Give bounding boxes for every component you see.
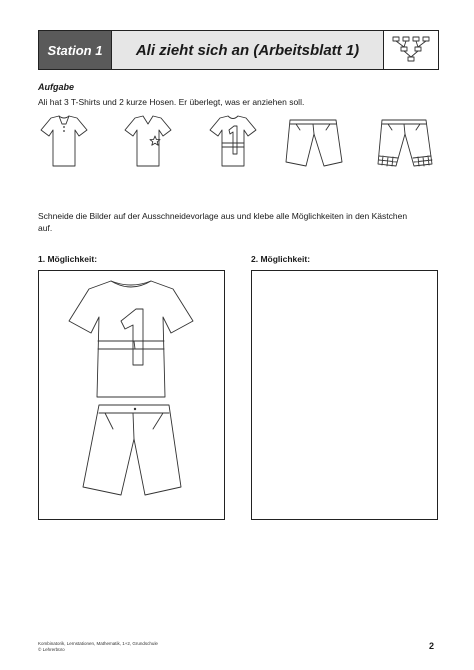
- worksheet-header: [38, 30, 439, 70]
- outfit-drawing: [39, 271, 223, 517]
- tree-diagram-icon: [384, 31, 438, 69]
- footer: [38, 641, 158, 653]
- shorts-plain-icon: [83, 405, 181, 495]
- clothing-row: [36, 112, 441, 174]
- option-1-label: 1. Möglichkeit:: [38, 254, 98, 264]
- footer-source: Kombinatorik, Lernstationen, Mathematik, 1+2, Grundschule: [38, 641, 158, 646]
- option-2-label: 2. Möglichkeit:: [251, 254, 311, 264]
- shirt-number-icon: [69, 281, 193, 397]
- station-label: Station 1: [39, 31, 112, 69]
- task-heading: Aufgabe: [38, 82, 74, 92]
- shirt-number-icon: [210, 116, 256, 166]
- footer-copyright: © Lehrerbüro: [38, 647, 65, 652]
- worksheet-title: Ali zieht sich an (Arbeitsblatt 1): [112, 31, 384, 69]
- shorts-plain-icon: [286, 120, 342, 166]
- shirt-star-icon: [125, 116, 171, 166]
- task-text: Ali hat 3 T-Shirts und 2 kurze Hosen. Er überlegt, was er anziehen soll.: [38, 97, 305, 107]
- page-number: 2: [429, 641, 435, 651]
- option-1-box: [38, 270, 225, 520]
- instruction-text: Schneide die Bilder auf der Ausschneidevorlage aus und klebe alle Möglichkeiten in den Kästchen auf.: [38, 211, 408, 233]
- shirt-collar-icon: [41, 116, 87, 166]
- shorts-checkered-icon: [378, 120, 432, 166]
- option-2-box: [251, 270, 438, 520]
